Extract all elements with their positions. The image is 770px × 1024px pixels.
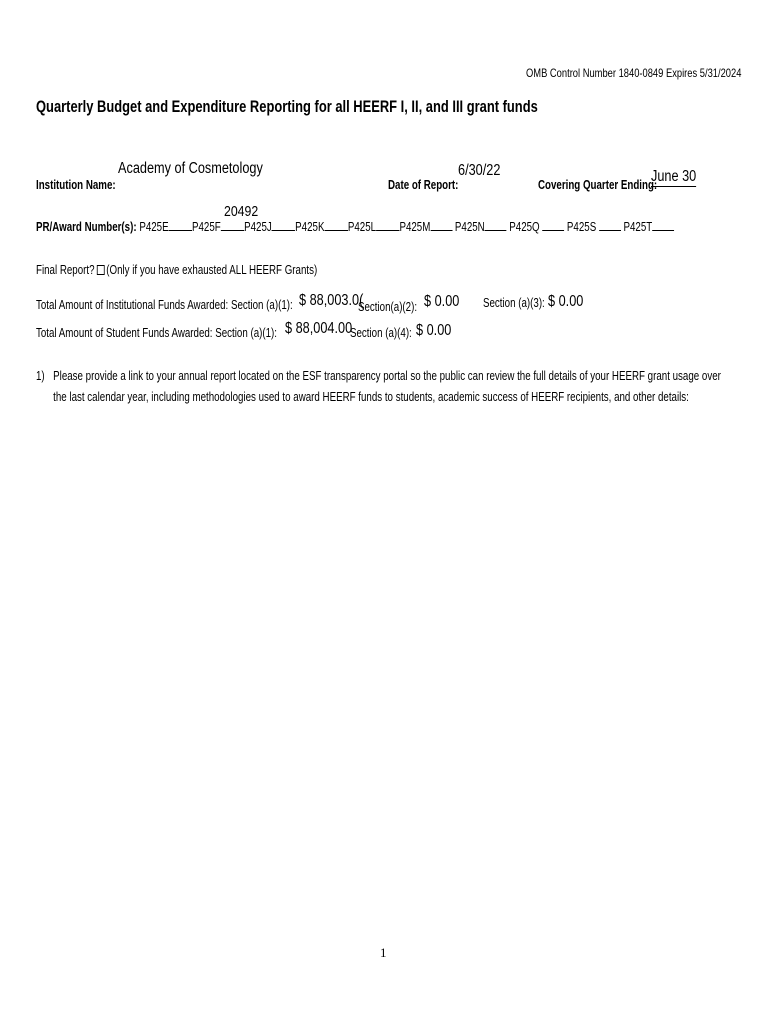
award-code-p425e: P425E [139,220,169,234]
covering-quarter-label: Covering Quarter Ending: [538,178,658,192]
institution-name-field[interactable]: Academy of Cosmetology [118,160,263,177]
date-of-report-label: Date of Report: [388,178,459,192]
institution-name-label: Institution Name: [36,178,116,192]
question-1-text: Please provide a link to your annual report located on the ESF transparency portal so the public can review the full details of your HEERF grant usage over the last calendar year, including methodologies used to award HEERF funds to students, academic success of HEERF recipients, and other details: [53,369,721,404]
section-a2-field[interactable]: $ 0.00 [424,293,460,310]
award-code-p425f: P425F [191,220,221,234]
omb-control-number: OMB Control Number 1840-0849 Expires 5/31/2024 [526,66,742,80]
award-code-p425m: P425M [399,220,431,234]
final-report-note: (Only if you have exhausted ALL HEERF Grants) [106,263,318,277]
section-a4-field[interactable]: $ 0.00 [416,322,452,339]
page-number: 1 [380,945,387,960]
question-1 [36,366,722,408]
student-funds-label: Total Amount of Student Funds Awarded: Section (a)(1): [36,326,278,340]
final-report-checkbox[interactable] [97,265,105,275]
award-code-p425q: P425Q [509,220,540,234]
award-code-p425k: P425K [295,220,325,234]
institutional-funds-label: Total Amount of Institutional Funds Awarded: Section (a)(1): [36,298,293,312]
award-numbers-row [36,219,674,234]
award-number-field[interactable]: 20492 [224,203,259,220]
award-numbers-label: PR/Award Number(s): [36,220,137,234]
award-code-p425t: P425T [623,220,653,234]
question-1-number: 1) [36,369,45,383]
award-code-p425s: P425S [566,220,597,234]
final-report-label: Final Report? [36,263,95,277]
award-code-p425j: P425J [244,220,272,234]
section-a2-label: Section(a)(2): [358,300,418,314]
section-a3-field[interactable]: $ 0.00 [548,293,584,310]
section-a4-label: Section (a)(4): [350,326,412,340]
covering-quarter-field[interactable] [651,168,696,187]
final-report-row [36,263,317,277]
section-a3-label: Section (a)(3): [483,296,545,310]
institutional-funds-a1-field[interactable]: $ 88,003.0( [299,292,364,309]
student-funds-a1-field[interactable]: $ 88,004.00 [285,320,353,337]
date-of-report-field[interactable]: 6/30/22 [458,162,501,179]
award-code-p425n: P425N [454,220,485,234]
award-code-p425l: P425L [347,220,377,234]
page-title: Quarterly Budget and Expenditure Reporting for all HEERF I, II, and III grant funds [36,97,538,116]
covering-quarter-value: June 30 [651,168,697,185]
